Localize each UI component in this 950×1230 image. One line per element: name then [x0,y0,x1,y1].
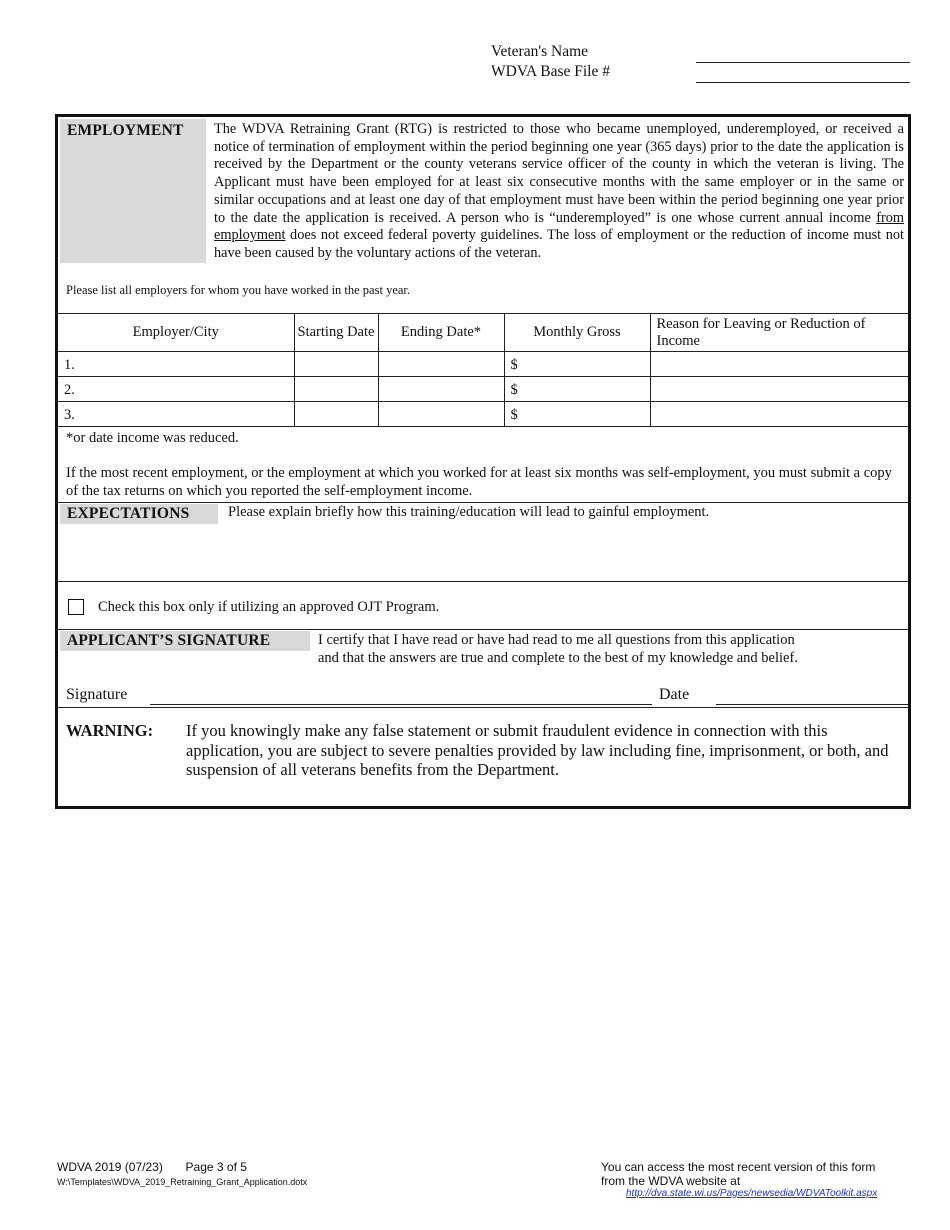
reason-cell[interactable] [650,377,908,402]
end-date-cell[interactable] [378,352,504,377]
end-date-cell[interactable] [378,377,504,402]
signature-label: Signature [66,686,128,703]
col-reason: Reason for Leaving or Reduction of Income [650,314,908,352]
divider [58,707,908,708]
monthly-gross-cell[interactable]: $ [504,377,650,402]
monthly-gross-cell[interactable]: $ [504,352,650,377]
expectations-prompt: Please explain briefly how this training/education will lead to gainful employment. [228,504,710,520]
divider [58,629,908,630]
base-file-label: WDVA Base File # [491,63,610,80]
start-date-cell[interactable] [294,377,378,402]
ojt-checkbox[interactable] [68,599,84,615]
form-frame [55,114,911,809]
warning-text: If you knowingly make any false statement or submit fraudulent evidence in connection with this application, you are subject to severe penalties provided by law including fine, imprisonment, or both, and suspension of all veterans benefits from the Department. [186,721,889,779]
col-ending-date: Ending Date* [378,314,504,352]
footer-form-id-line [57,1160,247,1174]
intro-underlined: from employment [214,209,904,244]
warning-label: WARNING: [66,721,154,740]
form-id: WDVA 2019 (07/23) [57,1160,163,1174]
footer-access-note: You can access the most recent version of this form from the WDVA website at [601,1160,876,1188]
end-date-cell[interactable] [378,402,504,427]
reason-cell[interactable] [650,352,908,377]
signature-field[interactable] [150,689,652,705]
header-labels [491,42,610,82]
veterans-name-label: Veteran's Name [491,43,589,60]
employment-intro: The WDVA Retraining Grant (RTG) is restricted to those who became unemployed, underemployed, or received a notice of termination of employment within the period beginning one year (365 days) prior to the date the application is received by the Department or the county veterans service officer of the county in which the veteran is living. The Applicant must have been employed for at least six consecutive months with the same employer or in the same or similar occupations and at least one day of that employment must have been within the period beginning one year prior to the date the application is received. A person who is “underemployed” is one whose current annual income from employment does not exceed federal poverty guidelines. The loss of employment or the reduction of income must not have been caused by the voluntary actions of the veteran. [214,121,904,261]
signature-section-label: APPLICANT’S SIGNATURE [60,631,310,651]
template-path: W:\Templates\WDVA_2019_Retraining_Grant_Application.dotx [57,1177,308,1187]
expectations-label: EXPECTATIONS [60,504,218,524]
expectations-answer-area[interactable] [60,527,905,579]
base-file-field[interactable] [696,82,910,83]
list-instruction: Please list all employers for whom you have worked in the past year. [66,283,411,297]
date-field[interactable] [716,689,908,705]
employer-table [58,313,908,427]
table-row [58,352,908,377]
footer-url-wrap [626,1188,877,1199]
table-row [58,377,908,402]
start-date-cell[interactable] [294,402,378,427]
col-starting-date: Starting Date [294,314,378,352]
wdva-toolkit-link[interactable]: http://dva.state.wi.us/Pages/newsedia/WDVAToolkit.aspx [626,1188,878,1199]
employment-label: EMPLOYMENT [60,119,206,263]
self-employment-note: If the most recent employment, or the employment at which you worked for at least six months was self-employment, you must submit a copy of the tax returns on which you reported the self-employment income. [66,465,892,499]
reason-cell[interactable] [650,402,908,427]
employer-cell[interactable]: 1. [58,352,294,377]
certify-statement: I certify that I have read or have had read to me all questions from this application and that the answers are true and complete to the best of my knowledge and belief. [318,632,798,666]
date-label: Date [659,686,690,703]
page-number: Page 3 of 5 [185,1160,247,1174]
date-footnote: *or date income was reduced. [66,430,239,446]
veterans-name-field[interactable] [696,62,910,63]
table-row [58,402,908,427]
employer-cell[interactable]: 3. [58,402,294,427]
divider [58,581,908,582]
start-date-cell[interactable] [294,352,378,377]
col-monthly-gross: Monthly Gross [504,314,650,352]
col-employer-city: Employer/City [58,314,294,352]
monthly-gross-cell[interactable]: $ [504,402,650,427]
employer-cell[interactable]: 2. [58,377,294,402]
ojt-label: Check this box only if utilizing an approved OJT Program. [98,599,440,615]
